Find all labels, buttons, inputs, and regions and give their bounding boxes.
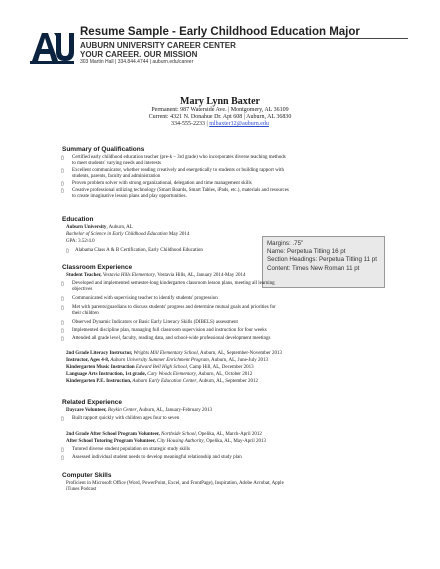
permanent-address: Permanent: 987 Waterside Ave. | Montgomery, AL 36109	[151, 107, 289, 113]
classroom-bullet: objectives	[72, 287, 93, 292]
classroom-job-line: 2nd Grade Literacy Instructor, Wrights Mill Elementary School, Auburn, AL, September-November 2013	[66, 351, 282, 356]
daycare-bullet: Built rapport quickly with children ages four to seven	[72, 416, 180, 421]
bullet-icon: ▯	[61, 282, 64, 287]
classroom-job-line: Instructor, Ages 4-8, Auburn University Summer Enrichment Program, Auburn, AL, June-July 2013	[66, 358, 269, 363]
skills-line: Proficient in Microsoft Office (Word, PowerPoint, Excel, and FrontPage), Inspiration, Adobe Acrobat, Apple	[66, 481, 284, 486]
section-qualifications: Summary of Qualifications	[62, 146, 145, 153]
section-classroom: Classroom Experience	[62, 264, 133, 271]
classroom-job-line: Kindergarten P.E. Instruction, Auburn Early Education Center, Auburn, AL, September 2012	[66, 379, 258, 384]
skills-line: iTunes Podcast	[66, 487, 97, 492]
qualification-item: to create imaginative lesson plans and play opportunities.	[72, 194, 187, 199]
header-divider	[80, 38, 408, 39]
current-address: Current: 4321 N. Donahue Dr. Apt 608 | Auburn, AL 36830	[148, 114, 292, 120]
note-content-font: Content: Times New Roman 11 pt	[267, 264, 360, 272]
education-degree: Bachelor of Science in Early Childhood Education May 2014	[66, 232, 190, 237]
section-education: Education	[62, 216, 94, 223]
note-section-font: Section Headings: Perpetua Titling 11 pt	[267, 256, 377, 264]
education-gpa: GPA: 3.52/4.0	[66, 239, 95, 244]
section-related: Related Experience	[62, 399, 122, 406]
tutor-line: After School Tutoring Program Volunteer, City Housing Authority, Opelika, AL, May-April 2013	[66, 439, 266, 444]
student-teacher-line: Student Teacher, Vestavia Hills Elementary, Vestavia Hills, AL, January 2014-May 2014	[66, 273, 246, 278]
tutor-line: 2nd Grade After School Program Volunteer, Northside School, Opelika, AL, March-April 2012	[66, 432, 262, 437]
classroom-bullet: Implemented discipline plan, managing full classroom supervision and instruction for four weeks	[72, 328, 267, 333]
qualification-item: Excellent communicator, whether reading creatively and energetically to students or building rapport with	[72, 168, 284, 173]
bullet-icon: ▯	[66, 249, 69, 254]
bullet-icon: ▯	[61, 337, 64, 342]
bullet-icon: ▯	[61, 321, 64, 326]
email-link[interactable]: mlbaxter12@auburn.edu	[209, 121, 269, 127]
phone: 334-555-2233 |	[171, 121, 208, 127]
section-skills: Computer Skills	[62, 472, 112, 479]
bullet-icon: ▯	[61, 306, 64, 311]
qualification-item: to meet students' varying needs and interests	[72, 161, 161, 166]
education-cert: Alabama Class A & B Certification, Early Childhood Education	[75, 248, 203, 253]
tutor-bullet: Tutored diverse student population on strategic study skills	[72, 447, 191, 452]
qualification-item: Creative professional utilizing technology (Smart Boards, Smart Tables, iPads, etc.), materials and resources	[72, 188, 289, 193]
qualification-item: Proven problem solver with strong organizational, delegation and time management skills	[72, 181, 252, 186]
org-contact: 303 Martin Hall | 334.844.4744 | auburn.edu/career	[80, 59, 194, 65]
classroom-bullet: Developed and implemented semester-long kindergarten classroom lesson plans, meeting all learning	[72, 281, 275, 286]
classroom-bullet: Attended all grade level, faculty, reading data, and school-wide professional development meetings	[72, 336, 271, 341]
classroom-bullet: Met with parents/guardians to discuss students' progress and determine mutual goals and priorities for	[72, 305, 276, 310]
org-line-2: YOUR CAREER. OUR MISSION	[80, 50, 198, 59]
document-title: Resume Sample - Early Childhood Education Major	[80, 26, 360, 38]
classroom-job-line: Language Arts Instruction, 1st grade, Cary Woods Elementary, Auburn, AL, October 2012	[66, 372, 253, 377]
org-line-1: AUBURN UNIVERSITY CAREER CENTER	[80, 41, 236, 50]
classroom-job-line: Kindergarten Music Instruction Edward Bell High School, Camp Hill, AL, December 2013	[66, 365, 254, 370]
note-margins: Margins: .75"	[267, 240, 304, 247]
bullet-icon: ▯	[61, 297, 64, 302]
phone-email-line	[70, 121, 370, 128]
auburn-au-logo	[30, 31, 74, 65]
classroom-bullet: their children	[72, 311, 99, 316]
bullet-icon: ▯	[61, 182, 64, 187]
bullet-icon: ▯	[61, 448, 64, 453]
qualification-item: students, parents, faculty and administration	[72, 174, 161, 179]
qualification-item: Certified early childhood education teacher (pre-k – 3rd grade) who incorporates diverse teaching methods	[72, 155, 286, 160]
bullet-icon: ▯	[61, 169, 64, 174]
note-name-font: Name: Perpetua Titling 16 pt	[267, 248, 346, 256]
bullet-icon: ▯	[61, 189, 64, 194]
bullet-icon: ▯	[61, 156, 64, 161]
formatting-note-box	[262, 236, 385, 288]
classroom-bullet: Communicated with supervising teacher to identify students' progression	[72, 296, 218, 301]
bullet-icon: ▯	[61, 456, 64, 461]
person-name: Mary Lynn Baxter	[180, 96, 260, 107]
bullet-icon: ▯	[61, 417, 64, 422]
tutor-bullet: Assessed individual student needs to develop meaningful relationship and study plan	[72, 455, 242, 460]
bullet-icon: ▯	[61, 329, 64, 334]
org-name	[80, 41, 236, 59]
classroom-bullet: Observed Dynamic Indicators or Basic Early Literacy Skills (DIBELS) assessment	[72, 320, 238, 325]
daycare-line: Daycare Volunteer, Boykin Center, Auburn, AL, January-February 2013	[66, 408, 212, 413]
education-school: Auburn University, Auburn, AL	[66, 225, 133, 230]
